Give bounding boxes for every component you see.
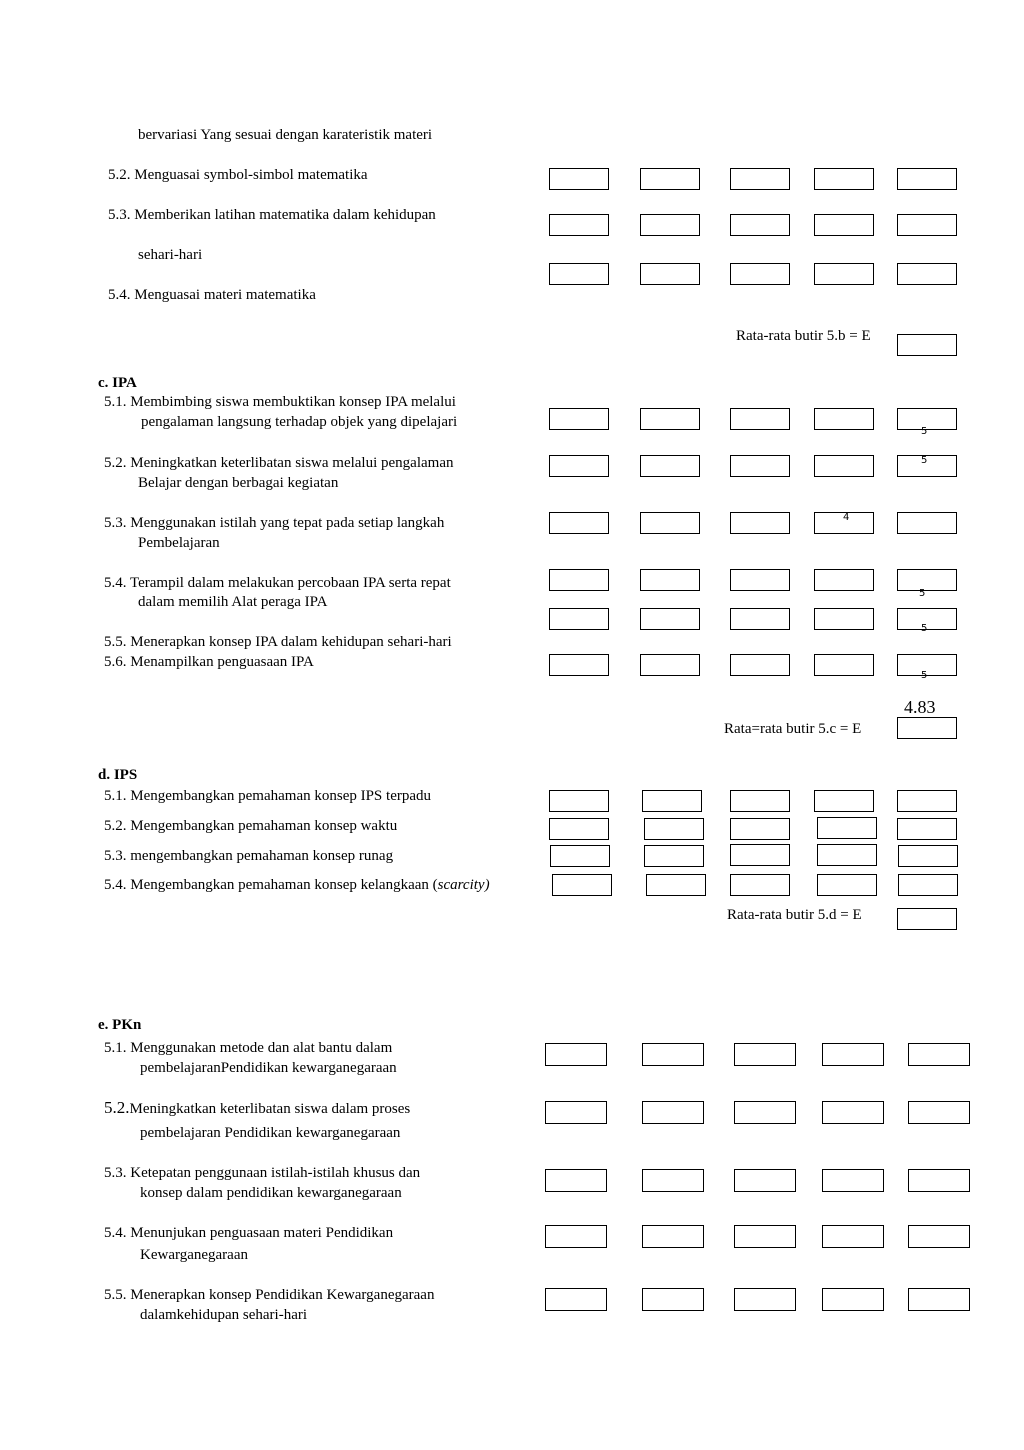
score-box[interactable] [642, 1043, 704, 1066]
score-box[interactable] [734, 1288, 796, 1311]
item-text: 5.2. Mengembangkan pemahaman konsep waktu [104, 818, 398, 834]
score-box[interactable] [640, 408, 700, 430]
score-box[interactable] [908, 1225, 970, 1248]
score-box[interactable] [640, 512, 700, 534]
item-text-italic: scarcity) [437, 877, 490, 893]
item-text: 5.5. Menerapkan konsep Pendidikan Kewarganegaraan [104, 1287, 435, 1303]
score-box[interactable] [730, 569, 790, 591]
item-text: 5.3. Ketepatan penggunaan istilah-istilah khusus dan [104, 1165, 421, 1181]
average-box[interactable] [897, 334, 957, 356]
score-box[interactable] [549, 818, 609, 840]
item-text: 5.4. Terampil dalam melakukan percobaan IPA serta repat [104, 575, 451, 591]
score-box[interactable] [640, 455, 700, 477]
score-box[interactable] [730, 790, 790, 812]
item-text: dalam memilih Alat peraga IPA [138, 594, 328, 610]
item-text: Belajar dengan berbagai kegiatan [138, 475, 339, 491]
score-box[interactable] [822, 1169, 884, 1192]
score-box[interactable] [545, 1225, 607, 1248]
item-text: 5.6. Menampilkan penguasaan IPA [104, 654, 314, 670]
score-box[interactable] [545, 1169, 607, 1192]
score-box[interactable] [640, 168, 700, 190]
score-box[interactable] [814, 263, 874, 285]
score-box[interactable] [897, 569, 957, 591]
score-box[interactable] [897, 790, 957, 812]
average-label: Rata=rata butir 5.c = E [724, 721, 862, 737]
score-box[interactable] [642, 1169, 704, 1192]
score-box[interactable] [730, 512, 790, 534]
score-box[interactable] [908, 1288, 970, 1311]
score-box[interactable] [897, 168, 957, 190]
item-text: bervariasi Yang sesuai dengan karateristik materi [138, 127, 433, 143]
score-box[interactable] [642, 1225, 704, 1248]
score-box[interactable] [908, 1043, 970, 1066]
item-text: sehari-hari [138, 247, 203, 263]
score-box[interactable] [730, 214, 790, 236]
score-box[interactable] [734, 1101, 796, 1124]
item-text: pembelajaran Pendidikan kewarganegaraan [140, 1125, 401, 1141]
item-text: pengalaman langsung terhadap objek yang dipelajari [141, 414, 458, 430]
score-box[interactable] [730, 455, 790, 477]
item-text-main: 5.4. Mengembangkan pemahaman konsep kelangkaan ( [104, 877, 438, 893]
average-box[interactable] [897, 908, 957, 930]
score-box[interactable] [822, 1288, 884, 1311]
score-box[interactable] [549, 408, 609, 430]
section-heading: d. IPS [98, 767, 138, 783]
score-box[interactable] [734, 1169, 796, 1192]
score-box[interactable] [897, 263, 957, 285]
average-box[interactable] [897, 717, 957, 739]
score-box[interactable] [814, 168, 874, 190]
item-text: konsep dalam pendidikan kewarganegaraan [140, 1185, 402, 1201]
score-box[interactable] [640, 654, 700, 676]
score-box[interactable] [730, 408, 790, 430]
score-box[interactable] [898, 874, 958, 896]
score-box[interactable] [814, 569, 874, 591]
score-box[interactable] [814, 790, 874, 812]
score-box[interactable] [642, 1288, 704, 1311]
score-box[interactable] [822, 1225, 884, 1248]
item-text: 5.2. Meningkatkan keterlibatan siswa melalui pengalaman [104, 455, 454, 471]
section-heading: c. IPA [98, 375, 137, 391]
score-mark: 5 [921, 623, 928, 634]
score-box[interactable] [817, 817, 877, 839]
score-box[interactable] [730, 608, 790, 630]
score-box[interactable] [545, 1101, 607, 1124]
item-text: 5.3. mengembangkan pemahaman konsep runag [104, 848, 394, 864]
score-box[interactable] [822, 1101, 884, 1124]
score-box[interactable] [549, 214, 609, 236]
score-box[interactable] [552, 874, 612, 896]
score-box[interactable] [549, 654, 609, 676]
score-box[interactable] [814, 455, 874, 477]
score-box[interactable] [897, 512, 957, 534]
score-box[interactable] [640, 608, 700, 630]
section-heading: e. PKn [98, 1017, 142, 1033]
item-text: 5.4. Menunjukan penguasaan materi Pendidikan [104, 1225, 394, 1241]
score-box[interactable] [549, 512, 609, 534]
item-text [104, 876, 490, 894]
score-box[interactable] [549, 569, 609, 591]
item-number: 5.2. [104, 1098, 130, 1117]
item-text: 5.3. Menggunakan istilah yang tepat pada setiap langkah [104, 515, 445, 531]
score-mark: 5 [921, 426, 928, 437]
score-mark: 5 [921, 455, 928, 466]
item-text: Pembelajaran [138, 535, 220, 551]
score-mark: 5 [921, 670, 928, 681]
score-box[interactable] [822, 1043, 884, 1066]
score-box[interactable] [644, 845, 704, 867]
item-text: 5.2. Menguasai symbol-simbol matematika [108, 167, 368, 183]
score-box[interactable] [814, 408, 874, 430]
item-text: 5.4. Menguasai materi matematika [108, 287, 316, 303]
score-box[interactable] [730, 874, 790, 896]
item-text: dalamkehidupan sehari-hari [140, 1307, 308, 1323]
score-box[interactable] [730, 844, 790, 866]
average-value: 4.83 [904, 697, 936, 717]
score-box[interactable] [545, 1288, 607, 1311]
score-box[interactable] [897, 818, 957, 840]
item-text: 5.1. Membimbing siswa membuktikan konsep IPA melalui [104, 394, 456, 410]
score-box[interactable] [549, 790, 609, 812]
score-mark: 4 [843, 512, 850, 523]
score-box[interactable] [642, 790, 702, 812]
score-box[interactable] [640, 214, 700, 236]
score-box[interactable] [817, 874, 877, 896]
item-text: Kewarganegaraan [140, 1247, 248, 1263]
score-box[interactable] [908, 1169, 970, 1192]
score-box[interactable] [644, 818, 704, 840]
score-box[interactable] [640, 263, 700, 285]
item-text-main: Meningkatkan keterlibatan siswa dalam proses [129, 1101, 411, 1117]
score-box[interactable] [549, 263, 609, 285]
score-box[interactable] [646, 874, 706, 896]
score-box[interactable] [814, 214, 874, 236]
score-box[interactable] [734, 1225, 796, 1248]
score-box[interactable] [550, 845, 610, 867]
score-box[interactable] [549, 168, 609, 190]
score-mark: 5 [919, 588, 926, 599]
score-box[interactable] [908, 1101, 970, 1124]
score-box[interactable] [817, 844, 877, 866]
average-label: Rata-rata butir 5.d = E [727, 907, 862, 923]
score-box[interactable] [734, 1043, 796, 1066]
score-box[interactable] [549, 455, 609, 477]
score-box[interactable] [814, 654, 874, 676]
item-text: 5.3. Memberikan latihan matematika dalam kehidupan [108, 207, 436, 223]
score-box[interactable] [897, 214, 957, 236]
score-box[interactable] [730, 263, 790, 285]
item-text: 5.1. Mengembangkan pemahaman konsep IPS terpadu [104, 788, 432, 804]
score-box[interactable] [545, 1043, 607, 1066]
score-box[interactable] [730, 818, 790, 840]
score-box[interactable] [642, 1101, 704, 1124]
score-box[interactable] [640, 569, 700, 591]
item-text [104, 1099, 410, 1118]
item-text: 5.5. Menerapkan konsep IPA dalam kehidupan sehari-hari [104, 634, 452, 650]
item-text: pembelajaranPendidikan kewarganegaraan [140, 1060, 397, 1076]
score-box[interactable] [549, 608, 609, 630]
average-label: Rata-rata butir 5.b = E [736, 328, 871, 344]
score-box[interactable] [730, 168, 790, 190]
score-box[interactable] [898, 845, 958, 867]
score-box[interactable] [814, 608, 874, 630]
item-text: 5.1. Menggunakan metode dan alat bantu dalam [104, 1040, 393, 1056]
score-box[interactable] [730, 654, 790, 676]
